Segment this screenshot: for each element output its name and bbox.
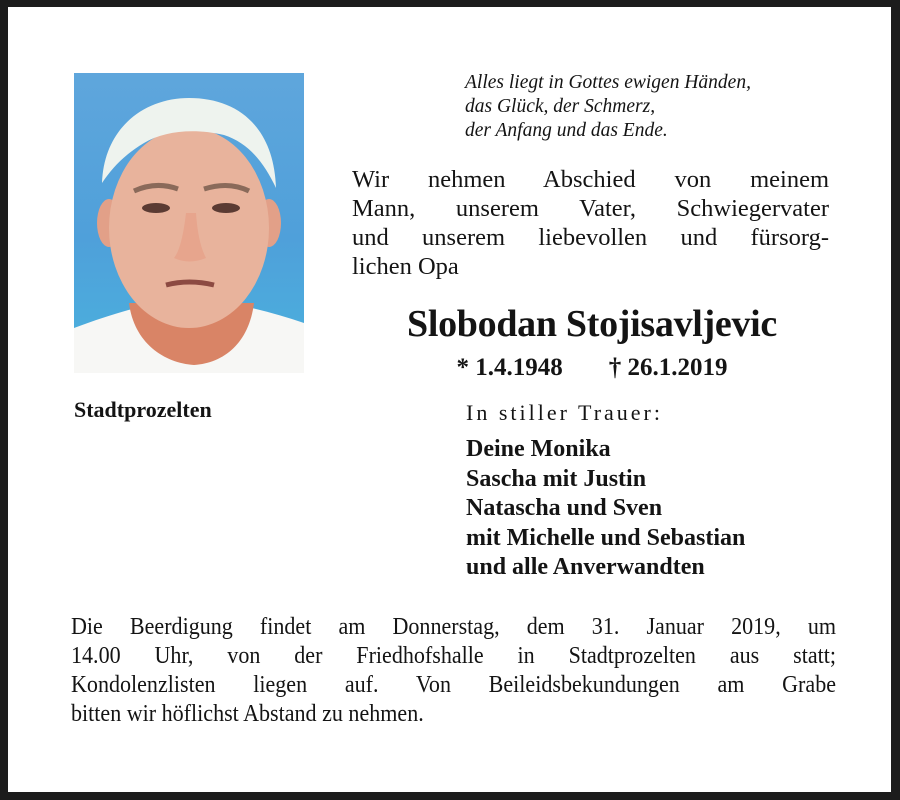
funeral-line: bitten wir höflichst Abstand zu nehmen. xyxy=(71,700,424,727)
birth-date: * 1.4.1948 xyxy=(456,354,563,381)
intro-line: Wir nehmen Abschied von meinem xyxy=(352,166,829,193)
intro-text xyxy=(352,165,829,281)
death-date: † 26.1.2019 xyxy=(608,354,728,381)
mourner: und alle Anverwandten xyxy=(466,554,705,580)
quote-line: Alles liegt in Gottes ewigen Händen, xyxy=(465,72,751,93)
intro-line: lichen Opa xyxy=(352,253,459,280)
portrait-photo xyxy=(74,73,304,373)
life-dates xyxy=(352,354,832,382)
intro-line: und unserem liebevollen und fürsorg- xyxy=(352,224,829,251)
obituary-notice xyxy=(8,7,891,792)
mourning-heading: In stiller Trauer: xyxy=(466,400,663,425)
funeral-line: Die Beerdigung findet am Donnerstag, dem 31. Januar 2019, um xyxy=(71,613,836,640)
funeral-info xyxy=(71,612,836,728)
mourner: Deine Monika xyxy=(466,436,611,462)
mourner: Sascha mit Justin xyxy=(466,465,647,492)
quote-line: der Anfang und das Ende. xyxy=(465,120,668,141)
funeral-line: 14.00 Uhr, von der Friedhofshalle in Stadtprozelten aus statt; xyxy=(71,642,836,669)
portrait-image-icon xyxy=(74,73,304,373)
mourners-list xyxy=(466,435,745,583)
funeral-line: Kondolenzlisten liegen auf. Von Beileidsbekundungen am Grabe xyxy=(71,671,836,698)
quote xyxy=(465,71,751,143)
mourner: Natascha und Sven xyxy=(466,495,663,521)
place-name: Stadtprozelten xyxy=(74,397,212,422)
mourner: mit Michelle und Sebastian xyxy=(466,524,746,551)
intro-line: Mann, unserem Vater, Schwiegervater xyxy=(352,195,829,222)
deceased-name: Slobodan Stojisavljevic xyxy=(407,303,777,345)
quote-line: das Glück, der Schmerz, xyxy=(465,96,656,117)
